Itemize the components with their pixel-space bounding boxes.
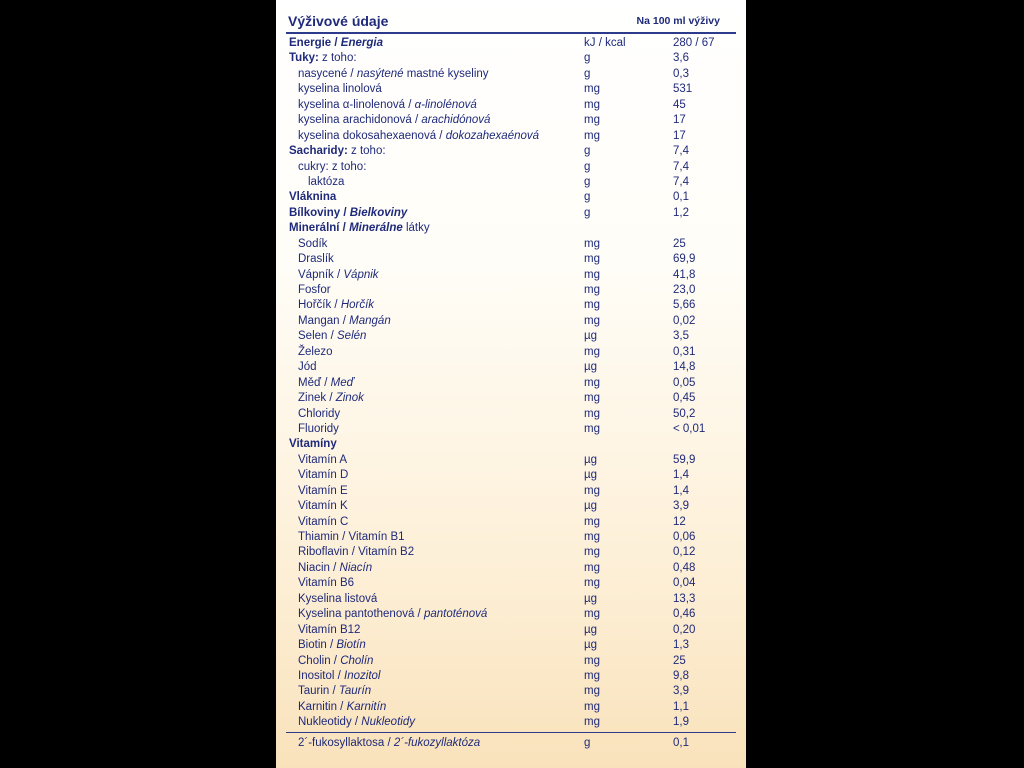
- row-name-text: Vitamín A: [298, 453, 348, 466]
- row-name-italic: Bielkoviny: [349, 206, 408, 219]
- table-row: kyselina linolová mg 531: [286, 82, 736, 97]
- row-name-suffix: mastné kyseliny: [403, 67, 489, 80]
- row-name: [298, 407, 340, 422]
- row-name: [298, 530, 405, 545]
- row-name-text: Bílkoviny /: [289, 206, 350, 219]
- table-row: Vitamín B6 mg 0,04: [286, 576, 736, 591]
- table-title: Výživové údaje: [288, 13, 389, 29]
- row-name-text: Fosfor: [298, 284, 331, 296]
- row-name: [298, 360, 317, 375]
- row-name-text: cukry: z toho:: [298, 160, 367, 173]
- row-name: [298, 468, 348, 483]
- row-name-text: Vitamín D: [298, 469, 349, 482]
- row-name-text: Vitamín B12: [298, 623, 361, 636]
- row-name: [298, 82, 382, 97]
- row-name: [298, 453, 347, 468]
- row-name: [298, 736, 480, 751]
- table-row: Vitamín B12 µg 0,20: [286, 623, 736, 638]
- table-row: kyselina dokosahexaenová / dokozahexaénová mg 17: [286, 129, 736, 144]
- table-row: Cholin / Cholín mg 25: [286, 654, 736, 669]
- table-row: Tuky: z toho: g 3,6: [286, 51, 736, 66]
- row-name-text: Mangan /: [298, 314, 350, 327]
- row-name: [289, 51, 357, 66]
- row-name: [289, 437, 337, 452]
- row-name-text: Selen /: [298, 330, 337, 343]
- row-name-suffix: z toho:: [347, 145, 386, 158]
- row-name: [298, 654, 373, 669]
- row-name-text: Vitamín E: [298, 484, 348, 497]
- row-name-italic: Vápnik: [343, 268, 379, 281]
- row-name-italic: Inozitol: [344, 669, 381, 682]
- row-name: [298, 98, 477, 113]
- table-row: Vitamín E mg 1,4: [286, 484, 736, 499]
- row-name-italic: Mangán: [349, 314, 391, 327]
- row-name-text: Hořčík /: [298, 299, 341, 312]
- table-row: Hořčík / Horčík mg 5,66: [286, 298, 736, 313]
- row-name-italic: Horčík: [340, 299, 375, 312]
- table-row: Zinek / Zinok mg 0,45: [286, 391, 736, 406]
- row-name-text: kyselina linolová: [298, 83, 382, 96]
- row-name-italic: arachidónová: [421, 114, 491, 127]
- table-row: Bílkoviny / Bielkoviny g 1,2: [286, 206, 736, 221]
- row-name-text: Kyselina pantothenová /: [298, 608, 424, 621]
- table-row: Vláknina g 0,1: [286, 190, 736, 205]
- row-name: [298, 160, 366, 175]
- table-row: kyselina α-linolenová / α-linolénová mg 45: [286, 98, 736, 113]
- row-name: [298, 298, 374, 313]
- row-name-text: kyselina α-linolenová /: [298, 98, 415, 111]
- row-name: [298, 129, 539, 144]
- row-name-text: Nukleotidy /: [298, 716, 362, 729]
- row-name: [298, 237, 327, 252]
- row-name: [298, 345, 333, 360]
- row-name-text: Sodík: [298, 237, 328, 250]
- row-name-italic: Energia: [340, 37, 383, 49]
- row-name-italic: Biotín: [336, 639, 366, 652]
- table-row: Fosfor mg 23,0: [286, 283, 736, 298]
- table-row: Jód µg 14,8: [286, 360, 736, 375]
- row-name-text: Karnitin /: [298, 700, 347, 713]
- row-name: [289, 144, 386, 159]
- row-name-italic: Meď: [330, 376, 354, 389]
- row-name-italic: α-linolénová: [414, 98, 477, 111]
- row-name-text: laktóza: [308, 175, 345, 188]
- row-name-suffix: z toho:: [318, 52, 357, 65]
- table-row: kyselina arachidonová / arachidónová mg 17: [286, 113, 736, 128]
- row-name-text: 2´-fukosyllaktosa /: [298, 737, 394, 749]
- row-name-italic: Minerálne: [349, 222, 403, 235]
- row-name-text: Riboflavin / Vitamín B2: [298, 546, 415, 559]
- table-row: Vápník / Vápnik mg 41,8: [286, 268, 736, 283]
- row-name-italic: Selén: [337, 330, 367, 343]
- table-row: laktóza g 7,4: [286, 175, 736, 190]
- table-row: Měď / Meď mg 0,05: [286, 376, 736, 391]
- row-name-italic: Niacín: [339, 561, 373, 574]
- row-name-text: Cholin /: [298, 654, 341, 667]
- row-name-text: nasycené /: [298, 67, 357, 80]
- table-header: [286, 12, 736, 34]
- row-name: [298, 638, 366, 653]
- row-name: [298, 561, 372, 576]
- footer-row: [286, 736, 736, 751]
- row-name: [289, 206, 407, 221]
- row-name: [298, 515, 348, 530]
- table-row: cukry: z toho: g 7,4: [286, 160, 736, 175]
- table-row: 2´-fukosyllaktosa / 2´-fukozyllaktóza g 0,1: [286, 736, 736, 751]
- row-name-text: Měď /: [298, 376, 331, 389]
- table-row: Nukleotidy / Nukleotidy mg 1,9: [286, 715, 736, 730]
- row-name-text: Vitamíny: [289, 438, 337, 451]
- table-row: nasycené / nasýtené mastné kyseliny g 0,3: [286, 67, 736, 82]
- divider: [286, 732, 736, 733]
- row-name: [298, 67, 489, 82]
- row-name: [298, 268, 379, 283]
- table-row: Kyselina listová µg 13,3: [286, 592, 736, 607]
- row-name: [298, 329, 366, 344]
- table-row: Biotin / Biotín µg 1,3: [286, 638, 736, 653]
- nutrition-rows: [286, 36, 736, 731]
- row-name: [298, 669, 380, 684]
- table-row: [286, 221, 736, 236]
- row-name-text: kyselina arachidonová /: [298, 114, 422, 127]
- row-name: [298, 700, 386, 715]
- row-name-text: Inositol /: [298, 669, 345, 682]
- row-name: [298, 545, 414, 560]
- row-name-text: kyselina dokosahexaenová /: [298, 129, 446, 142]
- row-name: [298, 499, 348, 514]
- row-name: [298, 607, 487, 622]
- row-name: [298, 715, 415, 730]
- row-name: [298, 684, 371, 699]
- table-row: Sacharidy: z toho: g 7,4: [286, 144, 736, 159]
- table-row: Thiamin / Vitamín B1 mg 0,06: [286, 530, 736, 545]
- row-name-italic: Karnitín: [346, 700, 387, 713]
- row-name-text: Draslík: [298, 253, 334, 266]
- row-name-text: Tuky:: [289, 52, 319, 65]
- table-row: Železo mg 0,31: [286, 345, 736, 360]
- table-row: Chloridy mg 50,2: [286, 407, 736, 422]
- row-name-text: Sacharidy:: [289, 145, 348, 158]
- table-row: Mangan / Mangán mg 0,02: [286, 314, 736, 329]
- row-name: [308, 175, 344, 190]
- row-name-italic: 2´-fukozyllaktóza: [393, 737, 481, 749]
- per-100ml-label: Na 100 ml výživy: [636, 15, 720, 27]
- row-name-text: Vitamín C: [298, 515, 349, 528]
- table-row: Energie / Energia kJ / kcal 280 / 67: [286, 36, 736, 51]
- table-row: Vitamín A µg 59,9: [286, 453, 736, 468]
- table-row: Vitamín D µg 1,4: [286, 468, 736, 483]
- row-name: [298, 113, 490, 128]
- row-name-text: Vitamín B6: [298, 577, 355, 590]
- row-name-text: Taurin /: [298, 685, 339, 698]
- row-name-italic: Nukleotidy: [361, 716, 415, 729]
- row-name-text: Kyselina listová: [298, 592, 378, 605]
- row-name: [298, 283, 331, 298]
- row-name-text: Minerální /: [289, 222, 350, 235]
- row-name-text: Energie /: [289, 37, 341, 49]
- row-name-italic: Zinok: [335, 392, 364, 405]
- table-row: Sodík mg 25: [286, 237, 736, 252]
- row-name-text: Vitamín K: [298, 500, 348, 513]
- table-row: Riboflavin / Vitamín B2 mg 0,12: [286, 545, 736, 560]
- row-name-italic: nasýtené: [356, 67, 404, 80]
- row-name: [298, 252, 334, 267]
- row-name-text: Jód: [298, 361, 317, 374]
- table-row: Draslík mg 69,9: [286, 252, 736, 267]
- table-row: Karnitin / Karnitín mg 1,1: [286, 700, 736, 715]
- row-name: [298, 623, 360, 638]
- table-row: [286, 437, 736, 452]
- row-name: [298, 592, 377, 607]
- row-name-text: Vláknina: [289, 191, 337, 204]
- nutrition-panel: [276, 0, 746, 768]
- row-name: [298, 576, 354, 591]
- row-name-text: Fluoridy: [298, 422, 339, 435]
- table-row: Fluoridy mg < 0,01: [286, 422, 736, 437]
- row-name-italic: Taurín: [338, 685, 372, 698]
- table-row: Vitamín C mg 12: [286, 515, 736, 530]
- table-row: Niacin / Niacín mg 0,48: [286, 561, 736, 576]
- row-name-text: Vápník /: [298, 268, 344, 281]
- table-row: Taurin / Taurín mg 3,9: [286, 684, 736, 699]
- row-name: [298, 484, 348, 499]
- row-name-text: Niacin /: [298, 561, 340, 574]
- row-name-italic: pantoténová: [423, 608, 488, 621]
- table-row: Inositol / Inozitol mg 9,8: [286, 669, 736, 684]
- row-name-italic: dokozahexaénová: [445, 129, 540, 142]
- row-name: [298, 314, 391, 329]
- row-name: [298, 391, 364, 406]
- row-name-text: Biotin /: [298, 639, 337, 652]
- row-name: [289, 190, 336, 205]
- row-name: [298, 422, 339, 437]
- table-row: Vitamín K µg 3,9: [286, 499, 736, 514]
- table-row: Selen / Selén µg 3,5: [286, 329, 736, 344]
- row-name: [289, 221, 430, 236]
- row-name-text: Chloridy: [298, 407, 341, 420]
- row-name: [289, 36, 383, 51]
- row-name-text: Thiamin / Vitamín B1: [298, 531, 405, 543]
- row-name-italic: Cholín: [340, 654, 374, 667]
- row-name-text: Zinek /: [298, 392, 336, 405]
- row-name-suffix: látky: [402, 222, 430, 235]
- table-row: Kyselina pantothenová / pantoténová mg 0,46: [286, 607, 736, 622]
- row-name-text: Železo: [298, 345, 333, 358]
- row-name: [298, 376, 354, 391]
